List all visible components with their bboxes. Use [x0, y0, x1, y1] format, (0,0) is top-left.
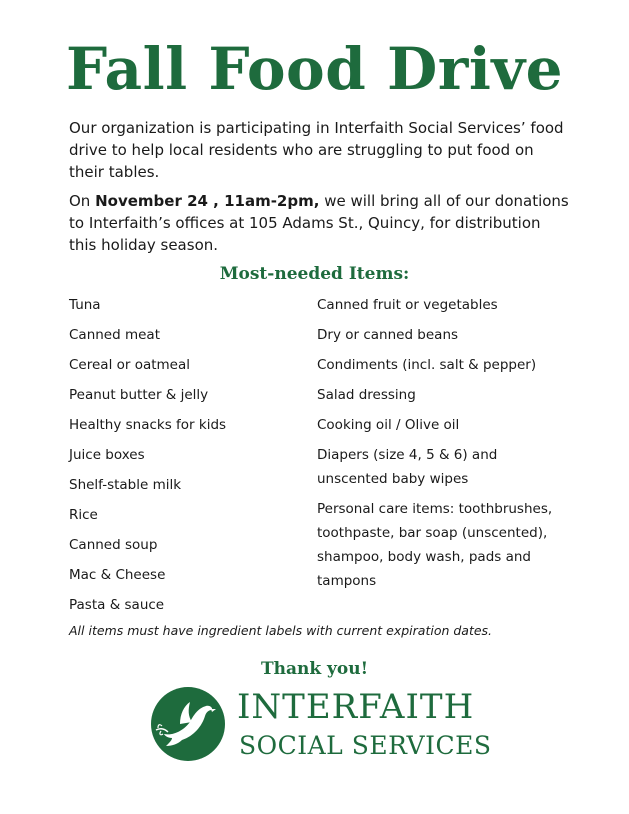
- intro-paragraph: Our organization is participating in Interfaith Social Services’ food drive to help local residents who are struggling to put food on their tables.: [69, 119, 564, 181]
- list-item: Cereal or oatmeal: [69, 357, 191, 373]
- list-item: Personal care items: toothbrushes, toothpaste, bar soap (unscented), shampoo, body wash, pads and tampons: [317, 501, 553, 589]
- details-prefix: On: [69, 192, 96, 210]
- event-date: November 24 , 11am-2pm,: [95, 192, 320, 210]
- list-item: Healthy snacks for kids: [69, 417, 227, 433]
- list-item: Pasta & sauce: [69, 597, 165, 613]
- logo-text-social-services: SOCIAL SERVICES: [239, 731, 492, 760]
- dove-logo-icon: [150, 686, 226, 762]
- page-title: Fall Food Drive: [66, 35, 563, 103]
- list-item: Canned soup: [69, 537, 158, 553]
- list-item: Salad dressing: [317, 387, 416, 403]
- thank-you-heading: Thank you!: [260, 659, 369, 679]
- list-item: Juice boxes: [69, 447, 145, 463]
- list-item: Canned meat: [69, 327, 160, 343]
- details-suffix: we will bring all of our donations to Interfaith’s offices at 105 Adams St., Quincy, for distribution this holiday season.: [69, 192, 569, 254]
- items-list-right: [317, 293, 567, 599]
- list-item: Peanut butter & jelly: [69, 387, 209, 403]
- list-item: Mac & Cheese: [69, 567, 166, 583]
- items-heading: Most-needed Items:: [219, 264, 410, 284]
- list-item: Shelf-stable milk: [69, 477, 182, 493]
- list-item: Dry or canned beans: [317, 327, 459, 343]
- details-paragraph: [69, 190, 569, 256]
- list-item: Cooking oil / Olive oil: [317, 417, 460, 433]
- expiration-note: All items must have ingredient labels with current expiration dates.: [69, 623, 493, 638]
- list-item: Condiments (incl. salt & pepper): [317, 357, 537, 373]
- list-item: Tuna: [69, 297, 101, 313]
- logo-text-interfaith: INTERFAITH: [237, 687, 475, 727]
- items-list-left: [69, 293, 309, 623]
- list-item: Rice: [69, 507, 98, 523]
- list-item: Diapers (size 4, 5 & 6) and unscented baby wipes: [317, 447, 498, 487]
- list-item: Canned fruit or vegetables: [317, 297, 498, 313]
